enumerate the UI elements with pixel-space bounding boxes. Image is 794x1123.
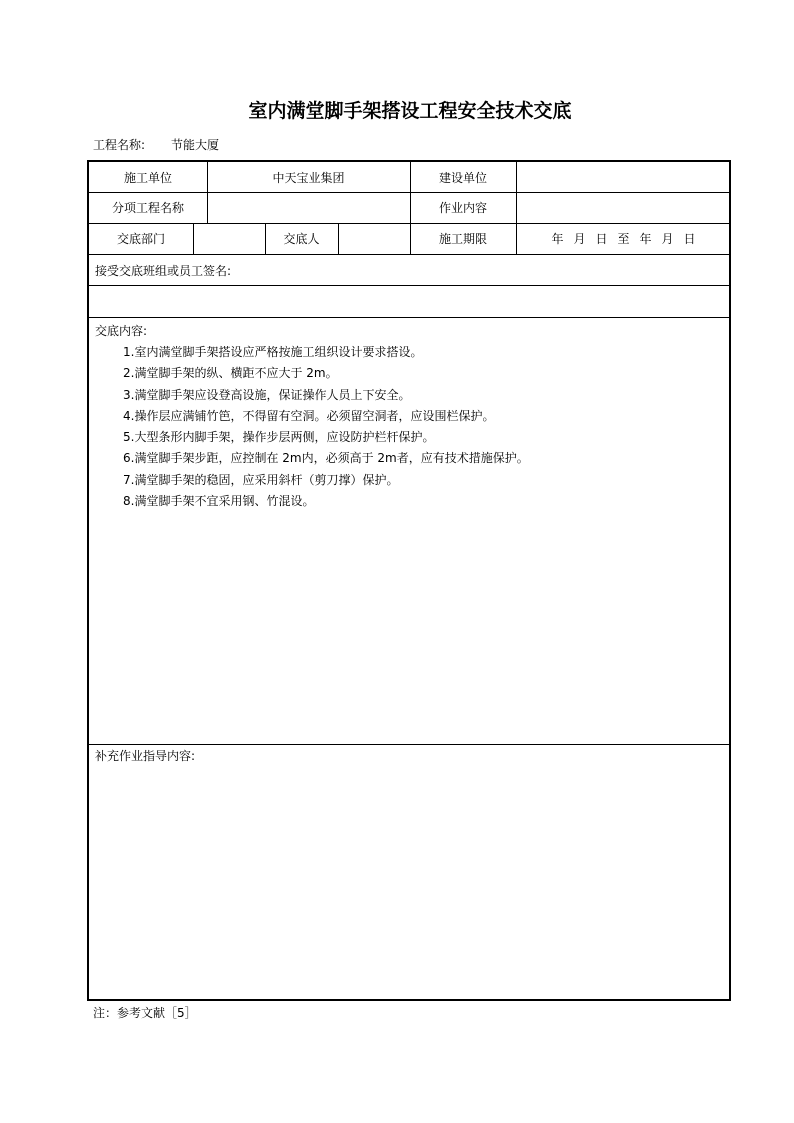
sign-label: 接受交底班组或员工签名: [95,264,232,278]
period-month-end: 月 [661,232,674,246]
period-day-end: 日 [683,232,696,246]
builder-unit-value[interactable] [516,162,731,192]
construction-unit-value[interactable]: 中天宝业集团 [272,170,345,185]
supplement-label: 补充作业指导内容: [95,749,196,763]
document-title: 室内满堂脚手架搭设工程安全技术交底 [248,100,572,122]
period-value[interactable] [516,223,731,254]
list-item: 7.满堂脚手架的稳固，应采用斜杆（剪刀撑）保护。 [123,472,399,487]
work-content-label: 作业内容 [438,201,487,215]
period-day-start: 日 [595,232,608,246]
list-item: 4.操作层应满铺竹笆，不得留有空洞。必须留空洞者，应设围栏保护。 [123,408,495,423]
sub-project-label: 分项工程名称 [111,201,184,215]
list-item: 8.满堂脚手架不宜采用钢、竹混设。 [123,494,315,509]
signature-area[interactable] [89,285,731,317]
discloser-label: 交底人 [283,232,320,246]
sub-project-value[interactable] [207,192,410,223]
list-item: 2.满堂脚手架的纵、横距不应大于 2m。 [123,366,338,381]
disclosure-form-table [87,160,731,1001]
period-year-end: 年 [639,232,652,246]
row-divider [89,744,729,745]
list-item: 3.满堂脚手架应设登高设施，保证操作人员上下安全。 [123,387,411,402]
list-item: 1.室内满堂脚手架搭设应严格按施工组织设计要求搭设。 [123,345,423,359]
work-content-value[interactable] [516,192,731,223]
department-label: 交底部门 [116,232,165,246]
row-divider [89,254,729,255]
department-value[interactable] [193,223,265,254]
period-year-start: 年 [551,232,564,246]
list-item: 6.满堂脚手架步距，应控制在 2m内，必须高于 2m者，应有技术措施保护。 [123,451,529,466]
list-item: 5.大型条形内脚手架，操作步层两侧，应设防护栏杆保护。 [123,430,435,445]
construction-unit-label: 施工单位 [123,170,172,185]
project-name-value: 节能大厦 [171,138,220,152]
discloser-value[interactable] [338,223,410,254]
project-name-label: 工程名称: [93,138,146,152]
content-label: 交底内容: [95,324,148,338]
row-divider [89,317,729,318]
project-name-line [93,136,219,153]
period-label: 施工期限 [438,232,487,246]
period-to: 至 [617,232,630,246]
reference-note: 注：参考文献［5］ [93,1006,197,1020]
period-month-start: 月 [573,232,586,246]
builder-unit-label: 建设单位 [438,170,487,185]
content-list [123,342,529,512]
